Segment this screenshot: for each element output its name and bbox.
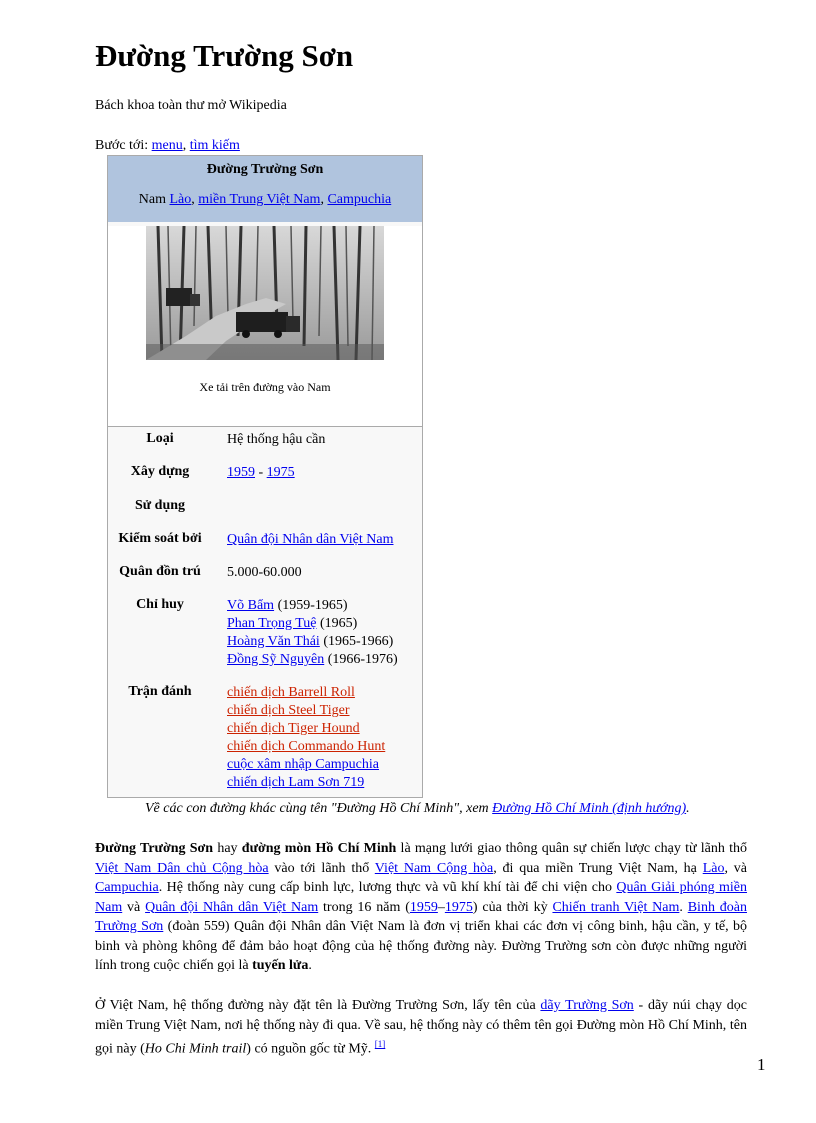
battle-list: [227, 684, 417, 792]
infobox-location: [108, 178, 422, 208]
bold-term: tuyến lửa: [252, 958, 309, 973]
row-label: Kiểm soát bởi: [118, 531, 202, 546]
cambodia-link[interactable]: Campuchia: [327, 192, 392, 207]
truong-son-range-link[interactable]: dãy Trường Sơn: [540, 998, 634, 1013]
liberation-army-link[interactable]: Quân Giải phóng miền Nam: [95, 880, 748, 915]
commander-link[interactable]: Hoàng Văn Thái: [227, 634, 320, 649]
location-prefix: Nam: [138, 192, 170, 207]
battle-link[interactable]: chiến dịch Barrell Roll: [227, 685, 355, 700]
commander-link[interactable]: Đồng Sỹ Nguyên: [227, 652, 325, 667]
battle-link[interactable]: chiến dịch Tiger Hound: [227, 721, 360, 736]
pavn-link[interactable]: Quân đội Nhân dân Việt Nam: [145, 899, 319, 915]
infobox-title: Đường Trường Sơn: [206, 162, 324, 177]
battle-link[interactable]: chiến dịch Lam Sơn 719: [227, 775, 365, 790]
commander-years: (1966-1976): [324, 652, 398, 667]
commander-list: [227, 597, 417, 669]
row-label: Loại: [146, 431, 174, 446]
laos-link[interactable]: Lào: [169, 192, 192, 207]
pavn-link[interactable]: Quân đội Nhân dân Việt Nam: [227, 532, 394, 547]
jump-sep: ,: [182, 138, 190, 153]
search-link[interactable]: tìm kiếm: [189, 138, 240, 153]
bold-term: Đường Trường Sơn: [95, 841, 214, 856]
location-sep: ,: [191, 192, 199, 207]
laos-link[interactable]: Lào: [702, 860, 725, 876]
drv-link[interactable]: Việt Nam Dân chủ Cộng hòa: [95, 860, 269, 876]
year-1975-link[interactable]: 1975: [444, 899, 473, 915]
commander-years: (1965-1966): [319, 634, 394, 649]
rvn-link[interactable]: Việt Nam Cộng hòa: [374, 860, 494, 876]
page-title: Đường Trường Sơn: [95, 38, 354, 73]
row-label: Chỉ huy: [136, 597, 184, 612]
image-caption: Xe tải trên đường vào Nam: [199, 380, 331, 394]
row-label: Trận đánh: [128, 684, 192, 699]
battle-link[interactable]: chiến dịch Commando Hunt: [227, 739, 386, 754]
row-label: Quân đồn trú: [119, 564, 201, 579]
disambig-end: .: [686, 801, 690, 816]
commander-link[interactable]: Võ Bẩm: [227, 598, 275, 613]
list-item: [227, 633, 417, 651]
row-value: [227, 464, 417, 482]
name-paragraph: Ở Việt Nam, hệ thống đường này đặt tên là Đường Trường Sơn, lấy tên của dãy Trường Sơn - dãy núi chạy dọc miền Trung Việt Nam, nơi hệ thống này đi qua. Về sau, hệ thống này có thêm tên gọi Đường mòn Hồ Chí Minh, tên gọi này (Ho Chi Minh trail) có nguồn gốc từ Mỹ. [1]: [95, 998, 747, 1057]
commander-years: (1959-1965): [274, 598, 348, 613]
list-item: [227, 651, 417, 669]
infobox-header: [108, 156, 422, 222]
year-1959-link[interactable]: 1959: [409, 899, 438, 915]
disambig-link[interactable]: Đường Hồ Chí Minh (định hướng): [492, 801, 687, 816]
row-value: Hệ thống hậu cần: [227, 432, 326, 447]
cambodia-link[interactable]: Campuchia: [95, 880, 159, 895]
reference-link[interactable]: [1]: [374, 1039, 386, 1049]
infobox: [107, 155, 423, 798]
infobox-image-section: [108, 226, 422, 427]
commander-link[interactable]: Phan Trọng Tuệ: [227, 616, 317, 631]
menu-link[interactable]: menu: [151, 138, 183, 153]
year-1975-link[interactable]: 1975: [266, 465, 295, 480]
disambiguation-note: [145, 801, 690, 817]
location-sep: ,: [320, 192, 328, 207]
disambig-text: Về các con đường khác cùng tên "Đường Hồ Chí Minh", xem: [145, 801, 493, 816]
row-label: Sử dụng: [134, 498, 186, 513]
row-label: Xây dựng: [130, 464, 190, 479]
jump-prefix: Bước tới:: [95, 138, 152, 153]
battle-link[interactable]: cuộc xâm nhập Campuchia: [227, 757, 380, 772]
vietnam-war-link[interactable]: Chiến tranh Việt Nam: [552, 899, 680, 915]
bold-term: đường mòn Hồ Chí Minh: [241, 841, 397, 856]
central-vietnam-link[interactable]: miền Trung Việt Nam: [198, 192, 321, 207]
commander-years: (1965): [316, 616, 358, 631]
year-1959-link[interactable]: 1959: [227, 465, 255, 480]
dash: -: [255, 465, 267, 480]
list-item: [227, 597, 417, 615]
jump-to-nav: [95, 138, 240, 154]
battle-link[interactable]: chiến dịch Steel Tiger: [227, 703, 350, 718]
list-item: [227, 615, 417, 633]
italic-term: Ho Chi Minh trail: [144, 1041, 247, 1057]
truck-photo[interactable]: [146, 226, 384, 360]
intro-paragraph: Đường Trường Sơn hay đường mòn Hồ Chí Minh là mạng lưới giao thông quân sự chiến lược chạy từ lãnh thổ Việt Nam Dân chủ Cộng hòa vào tới lãnh thổ Việt Nam Cộng hòa, đi qua miền Trung Việt Nam, hạ Lào, và Campuchia. Hệ thống này cung cấp binh lực, lương thực và vũ khí khí tài để chi viện cho Quân Giải phóng miền Nam và Quân đội Nhân dân Việt Nam trong 16 năm (1959–1975) của thời kỳ Chiến tranh Việt Nam. Binh đoàn Trường Sơn (đoàn 559) Quân đội Nhân dân Việt Nam là đơn vị triển khai các đơn vị công binh, hậu cần, y tế, bộ binh và phòng không để đảm bảo hoạt động của hệ thống đường này. Đường Trường sơn còn được những người lính trong cuộc chiến gọi là tuyến lửa.: [95, 841, 748, 973]
page-number: 1: [757, 1055, 766, 1074]
page-subtitle: Bách khoa toàn thư mở Wikipedia: [95, 98, 287, 113]
truong-son-corps-link[interactable]: Binh đoàn Trường Sơn: [95, 899, 747, 934]
row-value: 5.000-60.000: [227, 565, 302, 580]
